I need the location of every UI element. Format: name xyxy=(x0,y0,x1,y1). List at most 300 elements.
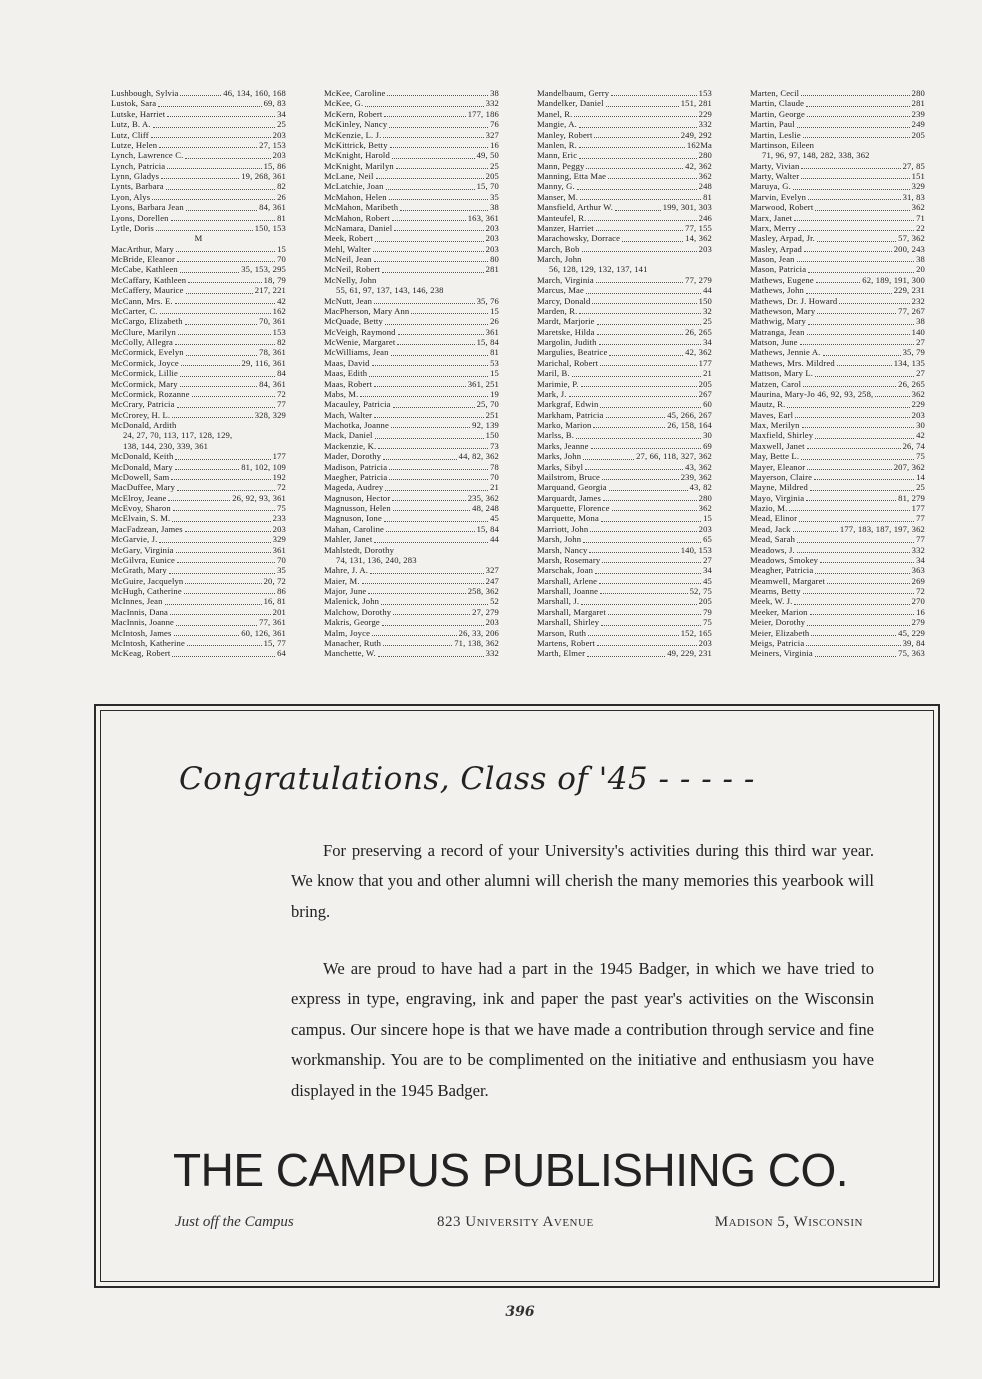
entry-name: Mader, Dorothy xyxy=(324,451,382,462)
index-entry xyxy=(111,648,286,658)
entry-pages: 15, 77 xyxy=(263,637,286,648)
entry-name: Manlen, R. xyxy=(537,139,577,150)
index-entry xyxy=(537,555,712,565)
index-entry xyxy=(111,628,286,638)
entry-leader-dots xyxy=(603,500,697,501)
entry-name: Marshall, Joanne xyxy=(537,586,599,596)
entry-leader-dots xyxy=(167,168,261,169)
entry-name: Mathews, Jennie A. xyxy=(750,347,821,358)
entry-name: Meier, Dorothy xyxy=(750,617,806,628)
entry-pages: 62, 189, 191, 300 xyxy=(862,274,925,285)
entry-name: McMahon, Helen xyxy=(324,191,387,202)
entry-leader-dots xyxy=(799,521,914,522)
entry-leader-dots xyxy=(808,272,914,273)
entry-pages: 192 xyxy=(272,471,286,482)
index-entry xyxy=(750,420,925,430)
ad-paragraph-1: For preserving a record of your University's activities during this third war year. We know that you and other alumni will cherish the many memories this yearbook will bring. xyxy=(291,841,874,921)
index-entry xyxy=(324,628,499,638)
entry-pages: 363 xyxy=(911,565,925,576)
entry-leader-dots xyxy=(365,106,483,107)
entry-leader-dots xyxy=(810,614,914,615)
index-entry xyxy=(324,161,499,171)
entry-pages: 140 xyxy=(911,326,925,337)
entry-pages: 239, 362 xyxy=(680,471,712,482)
entry-pages: 84, 361 xyxy=(259,378,286,389)
entry-pages: 247 xyxy=(485,575,499,586)
entry-leader-dots xyxy=(180,272,239,273)
entry-pages: 27 xyxy=(703,554,712,565)
entry-leader-dots xyxy=(801,168,900,169)
entry-pages: 34 xyxy=(703,337,712,347)
entry-leader-dots xyxy=(597,334,684,335)
entry-leader-dots xyxy=(392,220,466,221)
entry-name: McNelly, John xyxy=(324,274,377,285)
index-column-4 xyxy=(750,88,925,659)
entry-name: Marcus, Mae xyxy=(537,285,584,296)
entry-name: McKee, G. xyxy=(324,98,364,109)
entry-pages: 52, 75 xyxy=(689,586,712,596)
index-entry xyxy=(324,472,499,482)
entry-pages: 49, 229, 231 xyxy=(667,648,712,659)
entry-leader-dots xyxy=(360,396,488,397)
index-entry xyxy=(750,130,925,140)
entry-name: Marriott, John xyxy=(537,523,589,534)
index-entry xyxy=(111,596,286,606)
entry-pages: 82 xyxy=(277,181,286,192)
entry-pages: 26 xyxy=(277,191,286,202)
entry-leader-dots xyxy=(593,427,665,428)
entry-leader-dots xyxy=(389,469,488,470)
ad-paragraph-2: We are proud to have had a part in the 1945 Badger, in which we have tried to express in type, engraving, ink and paper the past year's activities on the Wisconsin campus. Our sincere hope is that we have made a contribution through service and fine workmanship. You are to be complimented on the initiative and enthusiasm you have displayed in the 1945 Badger. xyxy=(291,959,874,1100)
index-entry xyxy=(324,233,499,243)
entry-pages: 49, 50 xyxy=(476,150,499,161)
entry-leader-dots xyxy=(385,324,488,325)
entry-name: Mead, Elinor xyxy=(750,513,798,524)
entry-name: McWenie, Margaret xyxy=(324,337,396,347)
entry-pages: 269 xyxy=(911,575,925,586)
entry-leader-dots xyxy=(793,189,910,190)
entry-name: Meek, Robert xyxy=(324,233,374,244)
entry-leader-dots xyxy=(172,656,275,657)
entry-leader-dots xyxy=(177,261,275,262)
index-entry xyxy=(324,430,499,440)
index-column-1 xyxy=(111,88,286,659)
index-entry xyxy=(111,150,286,160)
entry-pages: 86 xyxy=(277,586,286,596)
entry-leader-dots xyxy=(180,386,257,387)
entry-pages: 15, 84 xyxy=(476,523,499,534)
index-entry xyxy=(537,316,712,326)
entry-name: McCormick, Evelyn xyxy=(111,347,184,358)
entry-leader-dots xyxy=(816,282,860,283)
index-entry xyxy=(750,181,925,191)
entry-name: Mahre, J. A. xyxy=(324,565,369,576)
index-entry xyxy=(324,565,499,575)
index-entry xyxy=(324,503,499,513)
entry-pages: 30 xyxy=(916,420,925,430)
entry-pages: 279 xyxy=(911,617,925,628)
entry-leader-dots xyxy=(400,210,488,211)
entry-pages: 35, 153, 295 xyxy=(241,264,286,275)
index-entry xyxy=(750,233,925,243)
entry-name: Lynts, Barbara xyxy=(111,181,164,192)
index-entry xyxy=(111,192,286,202)
entry-pages: 65 xyxy=(703,534,712,545)
index-entry xyxy=(324,327,499,337)
index-entry xyxy=(324,171,499,181)
entry-leader-dots xyxy=(159,542,270,543)
index-entry xyxy=(324,389,499,399)
index-entry xyxy=(324,441,499,451)
entry-pages: 177 xyxy=(272,451,286,462)
entry-pages: 45, 229 xyxy=(898,627,925,638)
entry-leader-dots xyxy=(386,531,475,532)
entry-leader-dots xyxy=(156,230,253,231)
index-entry xyxy=(750,534,925,544)
entry-name: Martin, Leslie xyxy=(750,129,801,140)
entry-leader-dots xyxy=(797,542,914,543)
entry-leader-dots xyxy=(173,510,275,511)
entry-name: Marsh, John xyxy=(537,534,582,545)
entry-name: Marden, R. xyxy=(537,305,578,316)
entry-name: Mathwig, Mary xyxy=(750,316,806,327)
index-entry xyxy=(324,306,499,316)
entry-leader-dots xyxy=(396,168,488,169)
entry-pages: 16, 81 xyxy=(263,596,286,607)
entry-leader-dots xyxy=(606,106,679,107)
entry-name: Marichal, Robert xyxy=(537,357,599,368)
entry-name: Meigs, Patricia xyxy=(750,637,805,648)
entry-leader-dots xyxy=(601,521,701,522)
index-entry xyxy=(111,306,286,316)
index-entry xyxy=(750,347,925,357)
entry-pages: 75 xyxy=(703,617,712,628)
entry-pages: 15 xyxy=(490,368,499,379)
entry-name: McIntosh, James xyxy=(111,627,172,638)
index-entry xyxy=(111,296,286,306)
index-entry xyxy=(537,472,712,482)
index-entry xyxy=(750,306,925,316)
entry-pages: 27, 279 xyxy=(472,606,499,617)
entry-name: McCarter, C. xyxy=(111,305,158,316)
entry-name: McLane, Neil xyxy=(324,171,374,181)
index-entry xyxy=(537,607,712,617)
index-entry xyxy=(324,109,499,119)
index-entry xyxy=(537,462,712,472)
index-entry-continuation: 56, 128, 129, 132, 137, 141 xyxy=(549,264,648,275)
entry-leader-dots xyxy=(810,490,914,491)
entry-pages: 27, 66, 118, 327, 362 xyxy=(636,451,712,462)
entry-leader-dots xyxy=(800,344,914,345)
index-entry xyxy=(324,223,499,233)
entry-name: McMahon, Robert xyxy=(324,212,390,223)
entry-name: Mead, Jack xyxy=(750,523,791,534)
index-entry xyxy=(324,140,499,150)
index-entry xyxy=(111,316,286,326)
index-entry xyxy=(750,430,925,440)
index-column-2 xyxy=(324,88,499,659)
entry-name: McGarvie, J. xyxy=(111,534,158,545)
entry-pages: 25 xyxy=(703,316,712,327)
entry-name: Madison, Patricia xyxy=(324,461,388,472)
entry-leader-dots xyxy=(378,656,484,657)
entry-pages: 60 xyxy=(703,399,712,410)
entry-pages: 151, 281 xyxy=(680,98,712,109)
entry-name: Maxfield, Shirley xyxy=(750,430,814,441)
entry-leader-dots xyxy=(606,417,666,418)
entry-name: Mahler, Janet xyxy=(324,534,373,545)
entry-name: Marwood, Robert xyxy=(750,202,814,213)
entry-name: Lyons, Barbara Jean xyxy=(111,202,184,213)
entry-pages: 332 xyxy=(698,119,712,130)
entry-name: Maas, Edith xyxy=(324,368,368,379)
entry-name: Maretske, Hilda xyxy=(537,326,595,337)
index-entry xyxy=(537,534,712,544)
entry-pages: 70, 361 xyxy=(259,316,286,327)
index-entry xyxy=(750,296,925,306)
entry-name: MacArthur, Mary xyxy=(111,243,174,254)
entry-pages: 42, 362 xyxy=(685,347,712,358)
entry-pages: 177, 186 xyxy=(467,108,499,119)
entry-pages: 25 xyxy=(490,160,499,171)
index-entry-continuation: 24, 27, 70, 113, 117, 128, 129, xyxy=(123,430,233,441)
entry-pages: 30 xyxy=(703,430,712,441)
entry-pages: 361 xyxy=(485,326,499,337)
entry-name: Mardt, Marjorie xyxy=(537,316,595,327)
entry-name: MacPherson, Mary Ann xyxy=(324,305,410,316)
entry-pages: 77, 155 xyxy=(685,222,712,233)
entry-pages: 81, 279 xyxy=(898,492,925,503)
entry-pages: 77 xyxy=(916,513,925,524)
entry-pages: 151 xyxy=(911,171,925,181)
index-entry xyxy=(111,524,286,534)
entry-pages: 29, 116, 361 xyxy=(241,357,286,368)
entry-pages: 327 xyxy=(485,565,499,576)
entry-leader-dots xyxy=(797,261,914,262)
entry-leader-dots xyxy=(385,490,488,491)
index-entry xyxy=(111,586,286,596)
entry-leader-dots xyxy=(794,604,909,605)
entry-name: McCann, Mrs. E. xyxy=(111,295,173,306)
index-column-3 xyxy=(537,88,712,659)
entry-pages: 203 xyxy=(485,617,499,628)
entry-name: Marth, Elmer xyxy=(537,648,586,659)
entry-pages: 35 xyxy=(277,565,286,576)
index-entry xyxy=(111,130,286,140)
entry-leader-dots xyxy=(806,106,910,107)
index-entry xyxy=(750,171,925,181)
entry-pages: 75 xyxy=(277,503,286,513)
index-entry xyxy=(324,451,499,461)
entry-name: Mabs, M. xyxy=(324,388,359,399)
index-entry xyxy=(750,254,925,264)
entry-leader-dots xyxy=(180,376,275,377)
entry-pages: 71 xyxy=(916,212,925,223)
entry-name: McLatchie, Joan xyxy=(324,181,384,192)
entry-leader-dots xyxy=(597,645,697,646)
entry-name: Mangie, A. xyxy=(537,119,577,130)
entry-name: McVeigh, Raymond xyxy=(324,326,396,337)
entry-pages: 77 xyxy=(916,534,925,545)
entry-name: Meagher, Patricia xyxy=(750,565,814,576)
entry-pages: 15 xyxy=(277,243,286,254)
index-entry xyxy=(537,306,712,316)
entry-leader-dots xyxy=(374,542,488,543)
entry-name: McIntosh, Katherine xyxy=(111,637,185,648)
index-entry xyxy=(750,202,925,212)
entry-pages: 39, 84 xyxy=(902,637,925,648)
entry-name: Masley, Arpad, Jr. xyxy=(750,233,815,244)
entry-name: Maruya, G. xyxy=(750,181,791,192)
entry-leader-dots xyxy=(572,376,701,377)
index-entry xyxy=(750,119,925,129)
index-entry xyxy=(324,596,499,606)
index-entry xyxy=(324,420,499,430)
entry-name: Magnuson, Ione xyxy=(324,513,382,524)
entry-leader-dots xyxy=(609,490,688,491)
entry-pages: 26, 92, 93, 361 xyxy=(232,492,286,503)
entry-pages: 35, 79 xyxy=(902,347,925,358)
entry-pages: 203 xyxy=(272,150,286,161)
entry-name: Lutz, Cliff xyxy=(111,129,149,140)
entry-pages: 35 xyxy=(490,191,499,202)
entry-leader-dots xyxy=(795,417,909,418)
index-entry xyxy=(111,161,286,171)
entry-leader-dots xyxy=(590,531,696,532)
index-entry xyxy=(537,420,712,430)
entry-leader-dots xyxy=(384,116,465,117)
entry-leader-dots xyxy=(176,625,257,626)
index-entry xyxy=(750,596,925,606)
index-entry xyxy=(537,379,712,389)
entry-name: Meier, Elizabeth xyxy=(750,627,810,638)
entry-leader-dots xyxy=(594,137,678,138)
entry-leader-dots xyxy=(811,635,896,636)
entry-pages: 76 xyxy=(490,119,499,130)
index-entry xyxy=(537,202,712,212)
entry-name: McDowell, Sam xyxy=(111,471,170,482)
index-entry xyxy=(111,327,286,337)
entry-name: Malenick, John xyxy=(324,596,380,607)
entry-leader-dots xyxy=(176,552,271,553)
entry-leader-dots xyxy=(807,625,909,626)
entry-pages: 20, 72 xyxy=(263,575,286,586)
entry-leader-dots xyxy=(600,365,697,366)
entry-pages: 217, 221 xyxy=(254,285,286,296)
index-entry xyxy=(324,586,499,596)
entry-name: Maril, B. xyxy=(537,368,570,379)
index-entry xyxy=(750,275,925,285)
entry-leader-dots xyxy=(817,313,896,314)
entry-pages: 79 xyxy=(703,606,712,617)
index-entry xyxy=(111,368,286,378)
entry-pages: 26, 74 xyxy=(902,440,925,451)
index-entry xyxy=(111,254,286,264)
entry-name: Mageda, Audrey xyxy=(324,482,384,493)
index-entry xyxy=(537,638,712,648)
entry-name: March, John xyxy=(537,254,582,264)
index-entry xyxy=(324,638,499,648)
index-entry xyxy=(750,410,925,420)
entry-name: McHugh, Catherine xyxy=(111,586,182,596)
index-entry xyxy=(111,275,286,285)
entry-leader-dots xyxy=(398,334,484,335)
entry-leader-dots xyxy=(185,324,257,325)
entry-pages: 27, 153 xyxy=(259,139,286,150)
entry-pages: 78 xyxy=(490,461,499,472)
index-entry xyxy=(537,576,712,586)
index-entry xyxy=(111,337,286,347)
entry-name: Matson, June xyxy=(750,337,798,347)
entry-pages: 81, 102, 109 xyxy=(241,461,286,472)
entry-pages: 152, 165 xyxy=(680,627,712,638)
entry-pages: 258, 362 xyxy=(467,586,499,596)
index-entry xyxy=(537,150,712,160)
entry-pages: 42 xyxy=(916,430,925,441)
entry-leader-dots xyxy=(375,241,484,242)
entry-leader-dots xyxy=(803,386,896,387)
index-entry xyxy=(750,482,925,492)
index-entry xyxy=(111,451,286,461)
entry-leader-dots xyxy=(383,645,452,646)
index-entry xyxy=(111,109,286,119)
index-entry xyxy=(537,161,712,171)
entry-pages: 44 xyxy=(490,534,499,545)
index-entry xyxy=(324,119,499,129)
index-entry xyxy=(750,628,925,638)
entry-name: Mathews, John xyxy=(750,285,804,296)
index-entry xyxy=(111,503,286,513)
index-entry xyxy=(537,213,712,223)
entry-name: Mathewson, Mary xyxy=(750,305,816,316)
index-entry xyxy=(537,109,712,119)
index-entry xyxy=(324,534,499,544)
entry-pages: 70 xyxy=(277,554,286,565)
entry-leader-dots xyxy=(167,116,275,117)
entry-leader-dots xyxy=(381,604,488,605)
entry-pages: 77, 279 xyxy=(685,274,712,285)
entry-pages: 177 xyxy=(911,503,925,513)
entry-pages: 75 xyxy=(916,451,925,462)
entry-pages: 203 xyxy=(698,637,712,648)
entry-leader-dots xyxy=(807,116,910,117)
index-entry xyxy=(111,420,286,430)
entry-pages: 150 xyxy=(485,430,499,441)
index-entry xyxy=(324,98,499,108)
entry-name: McKenzie, L. J. xyxy=(324,129,382,140)
entry-leader-dots xyxy=(175,459,270,460)
index-entry xyxy=(750,462,925,472)
entry-name: McNutt, Jean xyxy=(324,295,373,306)
entry-name: McKittrick, Betty xyxy=(324,139,388,150)
index-entry xyxy=(111,389,286,399)
entry-leader-dots xyxy=(172,417,253,418)
index-entry xyxy=(324,316,499,326)
entry-name: Malm, Joyce xyxy=(324,627,371,638)
entry-name: Martin, Paul xyxy=(750,119,795,130)
entry-leader-dots xyxy=(608,614,701,615)
entry-name: Mason, Jean xyxy=(750,254,795,264)
entry-pages: 72 xyxy=(277,388,286,399)
entry-leader-dots xyxy=(611,95,696,96)
index-entry xyxy=(750,109,925,119)
entry-name: Meek, W. J. xyxy=(750,596,793,607)
entry-name: McCaffary, Kathleen xyxy=(111,274,187,285)
entry-name: McCormick, Joyce xyxy=(111,357,179,368)
entry-leader-dots xyxy=(815,656,896,657)
entry-pages: 45, 266, 267 xyxy=(667,409,712,420)
entry-leader-dots xyxy=(159,147,257,148)
